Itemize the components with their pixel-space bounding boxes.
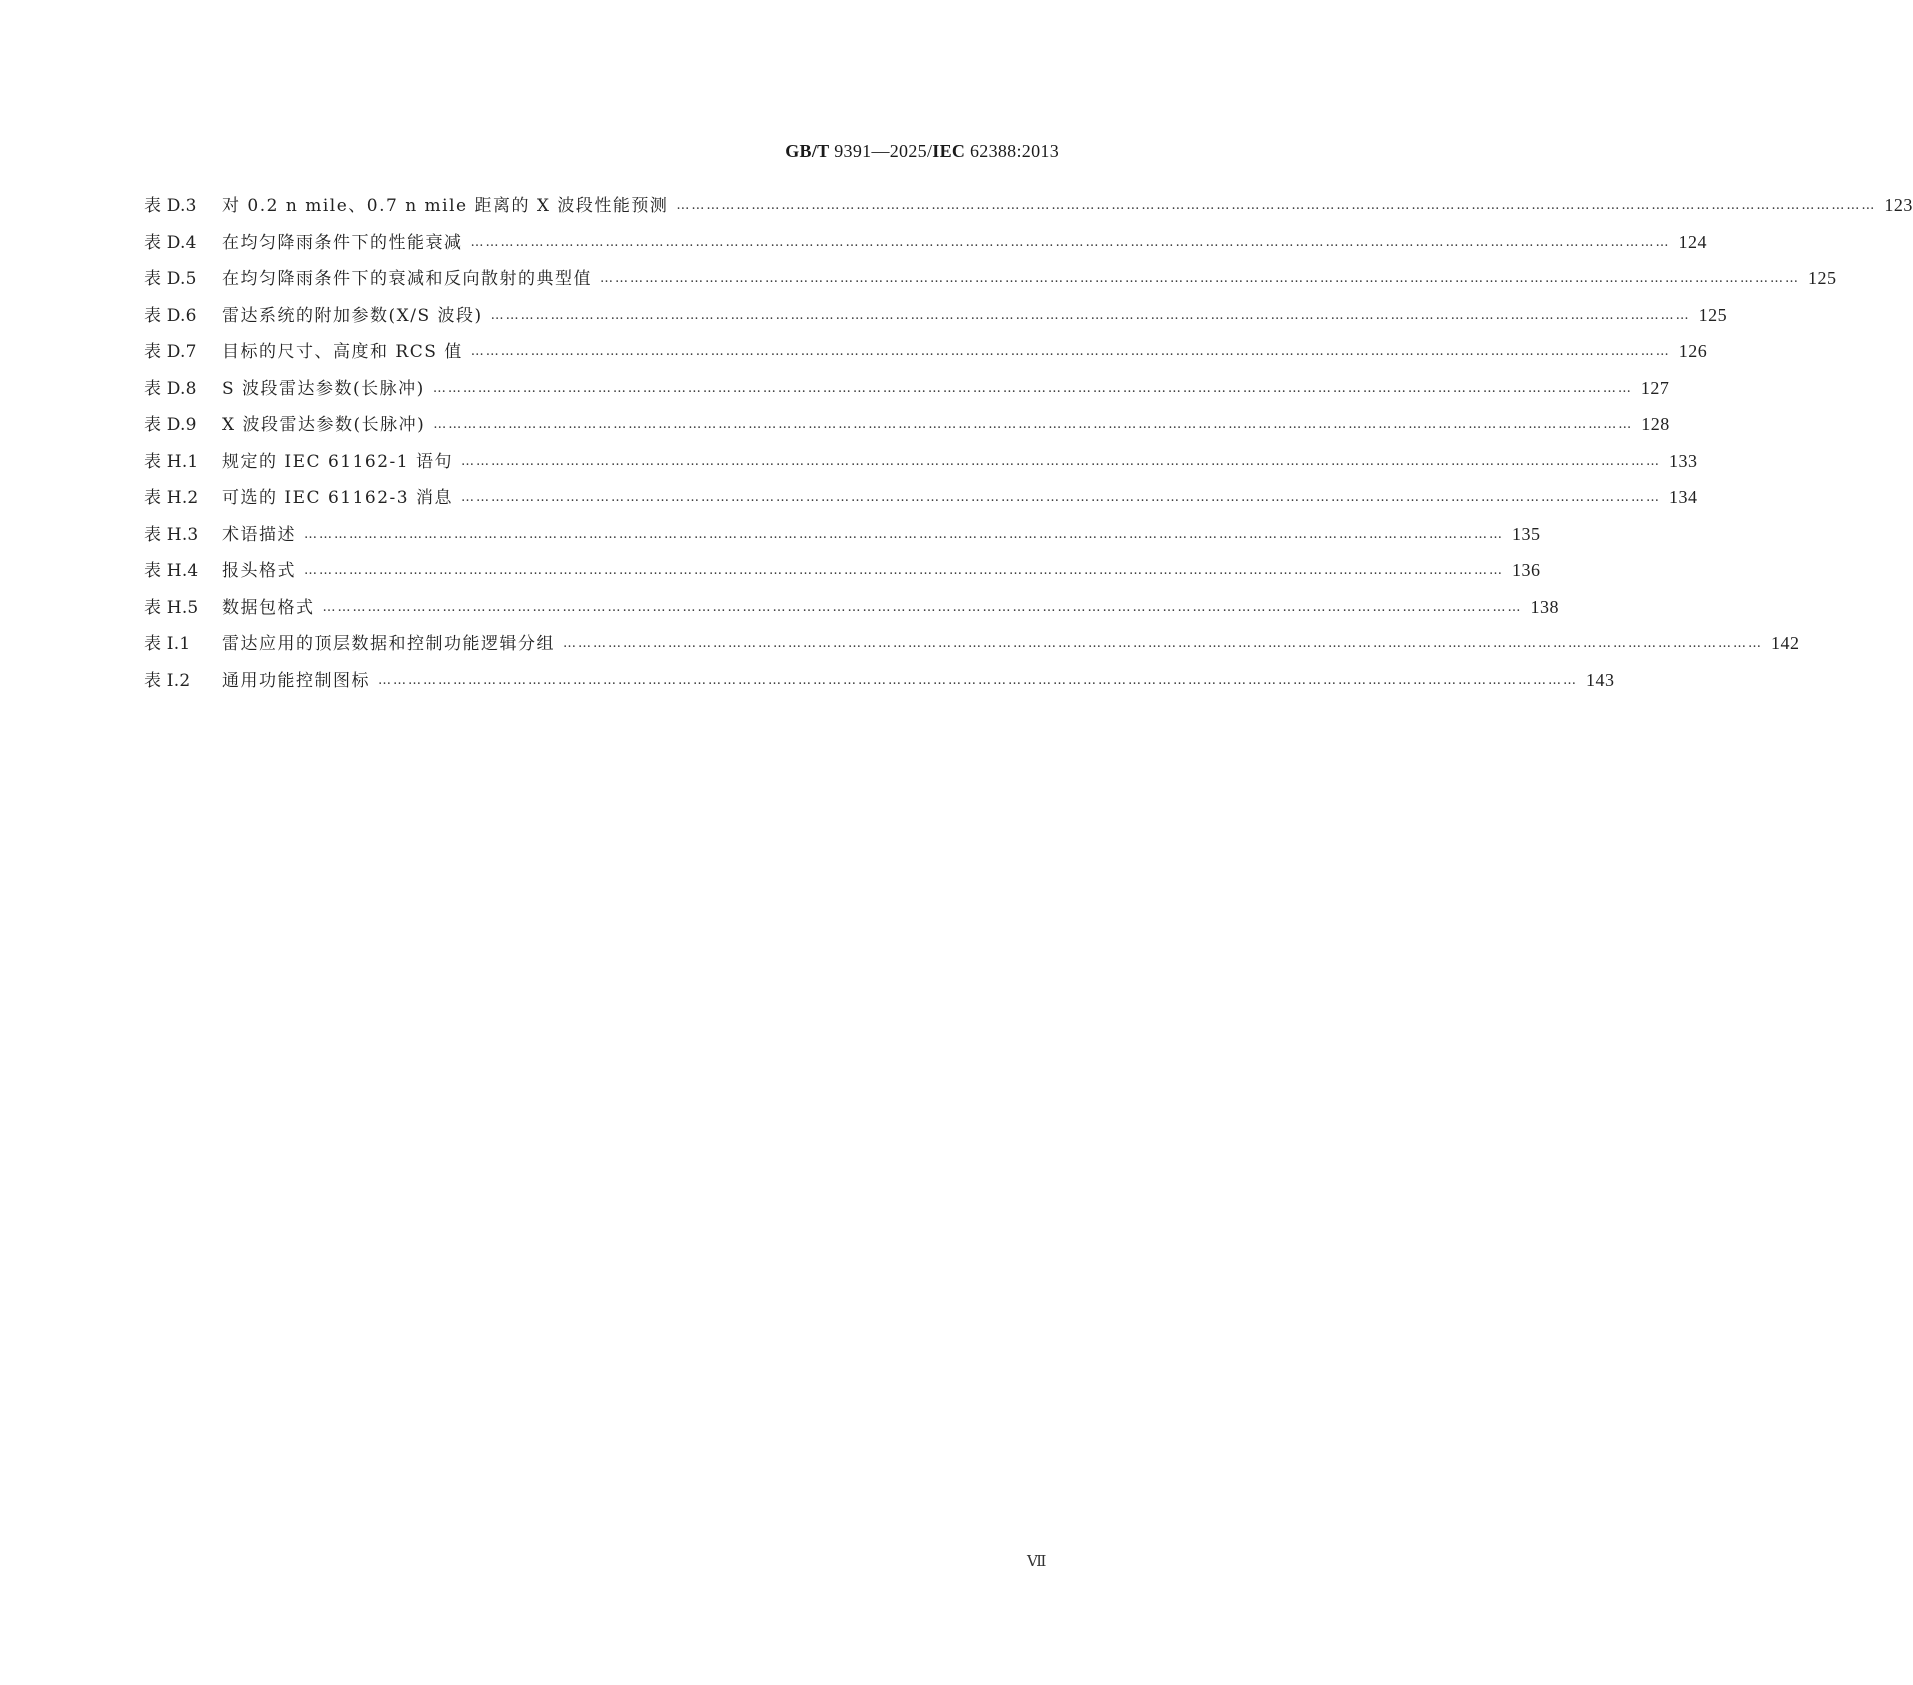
header-iec: IEC xyxy=(932,141,966,161)
table-of-contents xyxy=(144,193,1913,704)
toc-entry-page: 125 xyxy=(1698,304,1728,325)
toc-entry-label: 表 H.5 xyxy=(144,597,199,618)
toc-entry-label: 表 D.3 xyxy=(144,196,197,216)
toc-entry[interactable] xyxy=(144,595,1559,632)
toc-entry[interactable] xyxy=(144,558,1541,595)
toc-entry-label: 表 I.2 xyxy=(144,670,191,691)
toc-entry-page: 142 xyxy=(1771,633,1800,653)
toc-entry-label: 表 D.4 xyxy=(144,232,197,253)
header-number: 9391—2025/ xyxy=(829,141,933,161)
toc-entry-title: 报头格式 xyxy=(222,561,296,581)
toc-leader-dots xyxy=(378,669,1578,693)
toc-entry[interactable] xyxy=(144,376,1670,413)
toc-entry[interactable] xyxy=(144,522,1541,559)
toc-entry-label: 表 I.1 xyxy=(144,634,191,654)
toc-entry[interactable] xyxy=(144,412,1670,449)
toc-entry-label: 表 H.3 xyxy=(144,524,199,545)
toc-entry[interactable] xyxy=(144,449,1698,486)
toc-entry-title: 术语描述 xyxy=(222,524,296,545)
toc-leader-dots xyxy=(433,377,1633,401)
toc-entry-page: 143 xyxy=(1586,669,1615,690)
toc-leader-dots xyxy=(461,450,1661,474)
toc-leader-dots xyxy=(491,304,1691,328)
toc-entry-title: 通用功能控制图标 xyxy=(222,670,370,691)
toc-entry-label: 表 H.4 xyxy=(144,561,199,581)
page-number: Ⅶ xyxy=(1027,1554,1047,1570)
toc-entry-page: 125 xyxy=(1808,268,1837,288)
toc-entry[interactable] xyxy=(144,230,1707,267)
toc-entry-label: 表 D.6 xyxy=(144,305,197,326)
document-standard-header xyxy=(785,141,1059,162)
toc-entry[interactable] xyxy=(144,193,1913,230)
header-gbt: GB/T xyxy=(785,141,830,161)
toc-entry-label: 表 H.1 xyxy=(144,451,199,472)
toc-entry-title: 数据包格式 xyxy=(222,597,315,618)
toc-entry-label: 表 H.2 xyxy=(144,488,199,508)
toc-entry-page: 127 xyxy=(1640,377,1670,398)
toc-leader-dots xyxy=(304,559,1504,583)
toc-entry-title: X 波段雷达参数(长脉冲) xyxy=(222,415,426,435)
toc-leader-dots xyxy=(563,632,1763,656)
toc-entry-title: 在均匀降雨条件下的性能衰减 xyxy=(222,232,463,253)
toc-entry-title: 可选的 IEC 61162-3 消息 xyxy=(222,488,453,508)
toc-entry-page: 138 xyxy=(1530,596,1559,617)
toc-entry-label: 表 D.5 xyxy=(144,269,197,289)
toc-entry[interactable] xyxy=(144,339,1708,376)
toc-entry-label: 表 D.8 xyxy=(144,378,197,399)
toc-entry-title: 雷达系统的附加参数(X/S 波段) xyxy=(222,305,483,326)
toc-leader-dots xyxy=(304,523,1504,547)
toc-leader-dots xyxy=(471,231,1671,255)
toc-entry-page: 134 xyxy=(1668,487,1698,507)
toc-leader-dots xyxy=(461,486,1661,510)
toc-entry-page: 123 xyxy=(1884,195,1913,215)
toc-entry-title: S 波段雷达参数(长脉冲) xyxy=(222,378,425,399)
toc-leader-dots xyxy=(676,194,1876,218)
toc-entry-page: 135 xyxy=(1512,523,1541,544)
toc-entry-title: 在均匀降雨条件下的衰减和反向散射的典型值 xyxy=(222,269,592,289)
header-iec-number: 62388:2013 xyxy=(965,141,1059,161)
toc-leader-dots xyxy=(600,267,1800,291)
toc-entry-label: 表 D.7 xyxy=(144,342,197,362)
toc-entry-page: 136 xyxy=(1512,560,1541,580)
toc-entry-title: 对 0.2 n mile、0.7 n mile 距离的 X 波段性能预测 xyxy=(222,196,669,216)
toc-leader-dots xyxy=(323,596,1523,620)
toc-leader-dots xyxy=(433,413,1633,437)
toc-entry[interactable] xyxy=(144,631,1800,668)
toc-entry-title: 规定的 IEC 61162-1 语句 xyxy=(222,451,453,472)
toc-entry-title: 目标的尺寸、高度和 RCS 值 xyxy=(222,342,463,362)
toc-entry-page: 126 xyxy=(1678,341,1708,361)
toc-entry[interactable] xyxy=(144,303,1728,340)
toc-leader-dots xyxy=(471,340,1671,364)
toc-entry-page: 128 xyxy=(1641,414,1670,434)
toc-entry[interactable] xyxy=(144,485,1698,522)
toc-entry-title: 雷达应用的顶层数据和控制功能逻辑分组 xyxy=(222,634,555,654)
toc-entry[interactable] xyxy=(144,668,1615,705)
toc-entry-label: 表 D.9 xyxy=(144,415,197,435)
toc-entry-page: 133 xyxy=(1668,450,1698,471)
toc-entry-page: 124 xyxy=(1678,231,1707,252)
toc-entry[interactable] xyxy=(144,266,1837,303)
